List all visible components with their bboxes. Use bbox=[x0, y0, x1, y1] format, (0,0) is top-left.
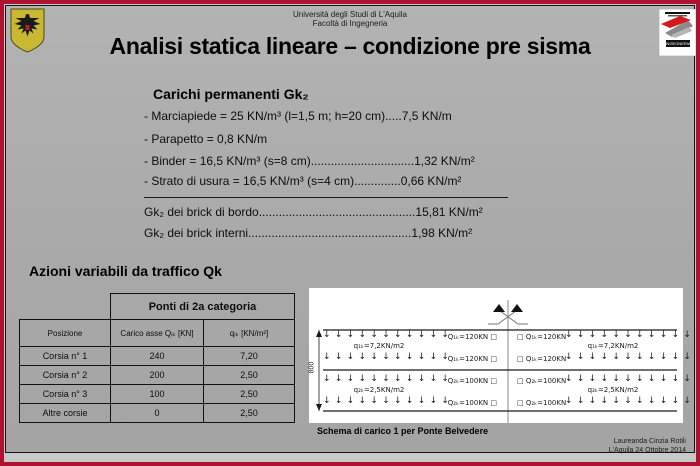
q1k-label-left: q₁ₖ=7,2KN/m2 bbox=[353, 342, 405, 350]
traffic-loads-table bbox=[19, 293, 295, 423]
axle-load-label: □ Q₁ₖ=120KN bbox=[517, 355, 567, 363]
cell-corsia2: Corsia n° 2 bbox=[20, 366, 111, 385]
university-name: Università degli Studi di L'Aquila bbox=[292, 10, 408, 19]
cell-corsia1-qik: 7,20 bbox=[204, 347, 295, 366]
slide-title: Analisi statica lineare – condizione pre sisma bbox=[109, 33, 591, 59]
cell-corsia3: Corsia n° 3 bbox=[20, 385, 111, 404]
cell-corsia2-q: 200 bbox=[111, 366, 204, 385]
load-item-strato-usura: - Strato di usura = 16,5 KN/m³ (s=4 cm)..............0,66 KN/m² bbox=[144, 174, 462, 188]
load-arrows: ↓↓↓↓↓↓↓↓↓↓↓ bbox=[565, 374, 696, 384]
table-row bbox=[20, 385, 295, 404]
slide bbox=[5, 5, 695, 453]
faculty-name: Facoltà di Ingegneria bbox=[312, 19, 388, 28]
q2k-label-right: q₂ₖ=2,5KN/m2 bbox=[587, 386, 639, 394]
cell-altre-corsie: Altre corsie bbox=[20, 404, 111, 423]
total-brick-bordo: Gk₂ dei brick di bordo...............................................15,81 KN/m² bbox=[144, 205, 483, 219]
faculty-logo-caption: INGEGNERIA bbox=[665, 41, 691, 46]
table-span-header-row bbox=[20, 294, 295, 320]
cell-corsia1-q: 240 bbox=[111, 347, 204, 366]
cell-corsia1: Corsia n° 1 bbox=[20, 347, 111, 366]
separator-line bbox=[144, 197, 508, 198]
load-scheme-diagram bbox=[308, 288, 696, 423]
table-span-header: Ponti di 2a categoria bbox=[111, 294, 295, 320]
credit-author: Laureanda Cinzia Rotili bbox=[613, 438, 686, 445]
dimension-label: 800 bbox=[308, 361, 316, 374]
q1k-label-right: q₁ₖ=7,2KN/m2 bbox=[587, 342, 639, 350]
credit-date: L'Aquila 24 Ottobre 2014 bbox=[608, 447, 686, 454]
table-row bbox=[20, 404, 295, 423]
total-brick-interni: Gk₂ dei brick interni.................................................1,98 KN/m² bbox=[144, 226, 473, 240]
traffic-loads-heading: Azioni variabili da traffico Qk bbox=[29, 263, 222, 279]
cell-corsia3-qik: 2,50 bbox=[204, 385, 295, 404]
axle-load-label: □ Q₂ₖ=100KN bbox=[517, 399, 567, 407]
col-header-posizione: Posizione bbox=[20, 320, 111, 347]
load-arrows: ↓↓↓↓↓↓↓↓↓↓↓ bbox=[323, 396, 454, 406]
table-row bbox=[20, 366, 295, 385]
col-header-qik: qᵢₖ [KN/m²] bbox=[204, 320, 295, 347]
diagram-caption: Schema di carico 1 per Ponte Belvedere bbox=[317, 426, 489, 436]
load-arrows: ↓↓↓↓↓↓↓↓↓↓↓ bbox=[565, 396, 696, 406]
load-item-marciapiede: - Marciapiede = 25 KN/m³ (l=1,5 m; h=20 cm).....7,5 KN/m bbox=[144, 109, 452, 123]
axle-load-label: Q₂ₖ=100KN □ bbox=[447, 399, 497, 407]
load-item-parapetto: - Parapetto = 0,8 KN/m bbox=[144, 132, 268, 146]
cell-corsia3-q: 100 bbox=[111, 385, 204, 404]
axle-load-label: Q₁ₖ=120KN □ bbox=[447, 333, 497, 341]
axle-load-label: □ Q₁ₖ=120KN bbox=[517, 333, 567, 341]
axle-load-label: Q₁ₖ=120KN □ bbox=[447, 355, 497, 363]
q2k-label-left: q₂ₖ=2,5KN/m2 bbox=[353, 386, 405, 394]
load-arrows: ↓↓↓↓↓↓↓↓↓↓↓ bbox=[323, 330, 454, 340]
col-header-carico-asse: Carico asse Qᵢₖ [KN] bbox=[111, 320, 204, 347]
load-arrows: ↓↓↓↓↓↓↓↓↓↓↓ bbox=[323, 374, 454, 384]
table-header-row bbox=[20, 320, 295, 347]
load-arrows: ↓↓↓↓↓↓↓↓↓↓↓ bbox=[565, 352, 696, 362]
credits bbox=[609, 437, 686, 455]
load-arrows: ↓↓↓↓↓↓↓↓↓↓↓ bbox=[565, 330, 696, 340]
load-arrows: ↓↓↓↓↓↓↓↓↓↓↓ bbox=[323, 352, 454, 362]
cell-altre-corsie-qik: 2,50 bbox=[204, 404, 295, 423]
table-row bbox=[20, 347, 295, 366]
header-text bbox=[6, 10, 694, 28]
axle-load-label: Q₂ₖ=100KN □ bbox=[447, 377, 497, 385]
permanent-loads-heading: Carichi permanenti Gk₂ bbox=[153, 86, 309, 102]
table-empty-cell bbox=[20, 294, 111, 320]
cell-corsia2-qik: 2,50 bbox=[204, 366, 295, 385]
cell-altre-corsie-q: 0 bbox=[111, 404, 204, 423]
axle-load-label: □ Q₂ₖ=100KN bbox=[517, 377, 567, 385]
load-item-binder: - Binder = 16,5 KN/m³ (s=8 cm)...............................1,32 KN/m² bbox=[144, 154, 475, 168]
